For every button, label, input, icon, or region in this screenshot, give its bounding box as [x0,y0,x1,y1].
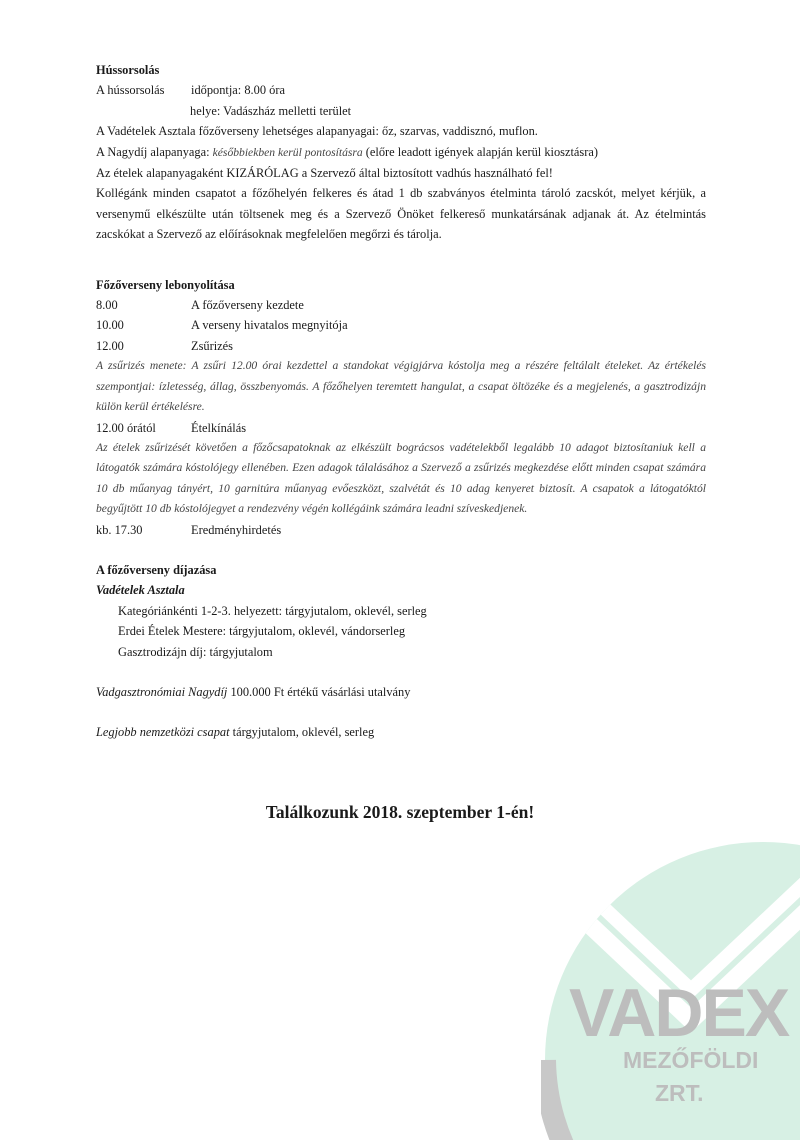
huss-exclusive: Az ételek alapanyagaként KIZÁRÓLAG a Szervező által biztosított vadhús használható fel! [96,166,553,181]
schedule-row [96,418,706,438]
logo-word-zrt: ZRT. [655,1080,704,1106]
huss-time: időpontja: 8.00 óra [191,83,285,98]
grand-prize-name: Vadgasztronómiai Nagydíj [96,684,228,699]
huss-ingredients: A Vadételek Asztala főzőverseny lehetséges alapanyagai: őz, szarvas, vaddisznó, muflon. [96,124,538,139]
schedule-time: kb. 17.30 [96,522,143,537]
prize-item: Kategóriánkénti 1-2-3. helyezett: tárgyjutalom, oklevél, serleg [118,603,427,618]
prize-item: Erdei Ételek Mestere: tárgyjutalom, oklevél, vándorserleg [118,624,406,639]
section-title-prizes: A főzőverseny díjazása [96,562,217,577]
schedule-event: A verseny hivatalos megnyitója [191,318,348,333]
schedule-row [96,520,706,540]
huss-grand-line [96,142,706,163]
grand-prize-value: 100.000 Ft értékű vásárlási utalvány [227,684,411,699]
huss-label: A hússorsolás [96,83,165,98]
grand-prize-line [96,682,706,702]
section-title-huss: Hússorsolás [96,63,160,77]
section-title-schedule: Főzőverseny lebonyolítása [96,277,235,292]
schedule-time: 8.00 [96,298,118,313]
schedule-event: Zsűrizés [191,338,233,353]
schedule-row [96,336,706,356]
logo-word-vadex: VADEX [569,975,789,1051]
closing-line: Találkozunk 2018. szeptember 1-én! [265,802,535,822]
huss-time-line [96,80,706,100]
schedule-row [96,315,706,335]
schedule-time: 12.00 [96,338,124,353]
intl-prize-line [96,722,706,742]
schedule-time: 12.00 órától [96,420,156,435]
document-body [96,60,706,743]
schedule-event: Ételkínálás [191,420,247,435]
logo-word-mezofoldi: MEZŐFÖLDI [623,1047,759,1073]
prize-category: Vadételek Asztala [96,583,185,598]
prize-item: Gasztrodizájn díj: tárgyjutalom [118,644,273,659]
huss-grand-suffix: (előre leadott igények alapján kerül kiosztásra) [362,144,599,159]
huss-grand-italic: későbbiekben kerül pontosításra [212,145,363,159]
schedule-row [96,295,706,315]
jury-note: A zsűrizés menete: A zsűri 12.00 órai kezdettel a standokat végigjárva kóstolja meg a részére feltálalt ételeket. Az értékelés szempontjai: ízletesség, állag, összbenyomás. A főzőhelyen teremtett hangulat, a csapat öltözéke és a megjelenés, a gasztrodizájn külön kerül értékelésre. [96,359,706,414]
schedule-time: 10.00 [96,318,124,333]
schedule-event: Eredményhirdetés [191,522,282,537]
schedule-event: A főzőverseny kezdete [191,298,304,313]
intl-prize-name: Legjobb nemzetközi csapat [96,725,230,740]
huss-sample-paragraph: Kollégánk minden csapatot a főzőhelyén felkeres és átad 1 db szabványos ételminta tároló zacskót, melyet kérjük, a versenymű elkészülte után töltsenek meg és a Szervező Önöket felkereső munkatársának adjanak át. Az ételmintás zacskókat a Szervező az előírásoknak megfelelően megőrzi és tárolja. [96,186,706,242]
serving-note: Az ételek zsűrizését követően a főzőcsapatoknak az elkészült bográcsos vadételekből legalább 10 adagot biztosítaniuk kell a látogatók számára kóstolójegy ellenében. Ezen adagok tálalásához a Szervező a zsűrizés megkezdése előtt minden csapat számára 10 db műanyag tányért, 10 garnitúra műanyag evőeszközt, szalvétát és 10 adag kenyeret biztosít. A csapatok a látogatóktól begyűjtött 10 db kóstolójegyet a rendezvény végén kollégáink számára leadni szíveskedjenek. [96,440,706,516]
huss-place: helye: Vadászház melletti terület [190,103,352,118]
huss-grand-prefix: A Nagydíj alapanyaga: [96,144,213,159]
intl-prize-value: tárgyjutalom, oklevél, serleg [229,725,375,740]
vadex-logo-watermark [541,830,800,1140]
